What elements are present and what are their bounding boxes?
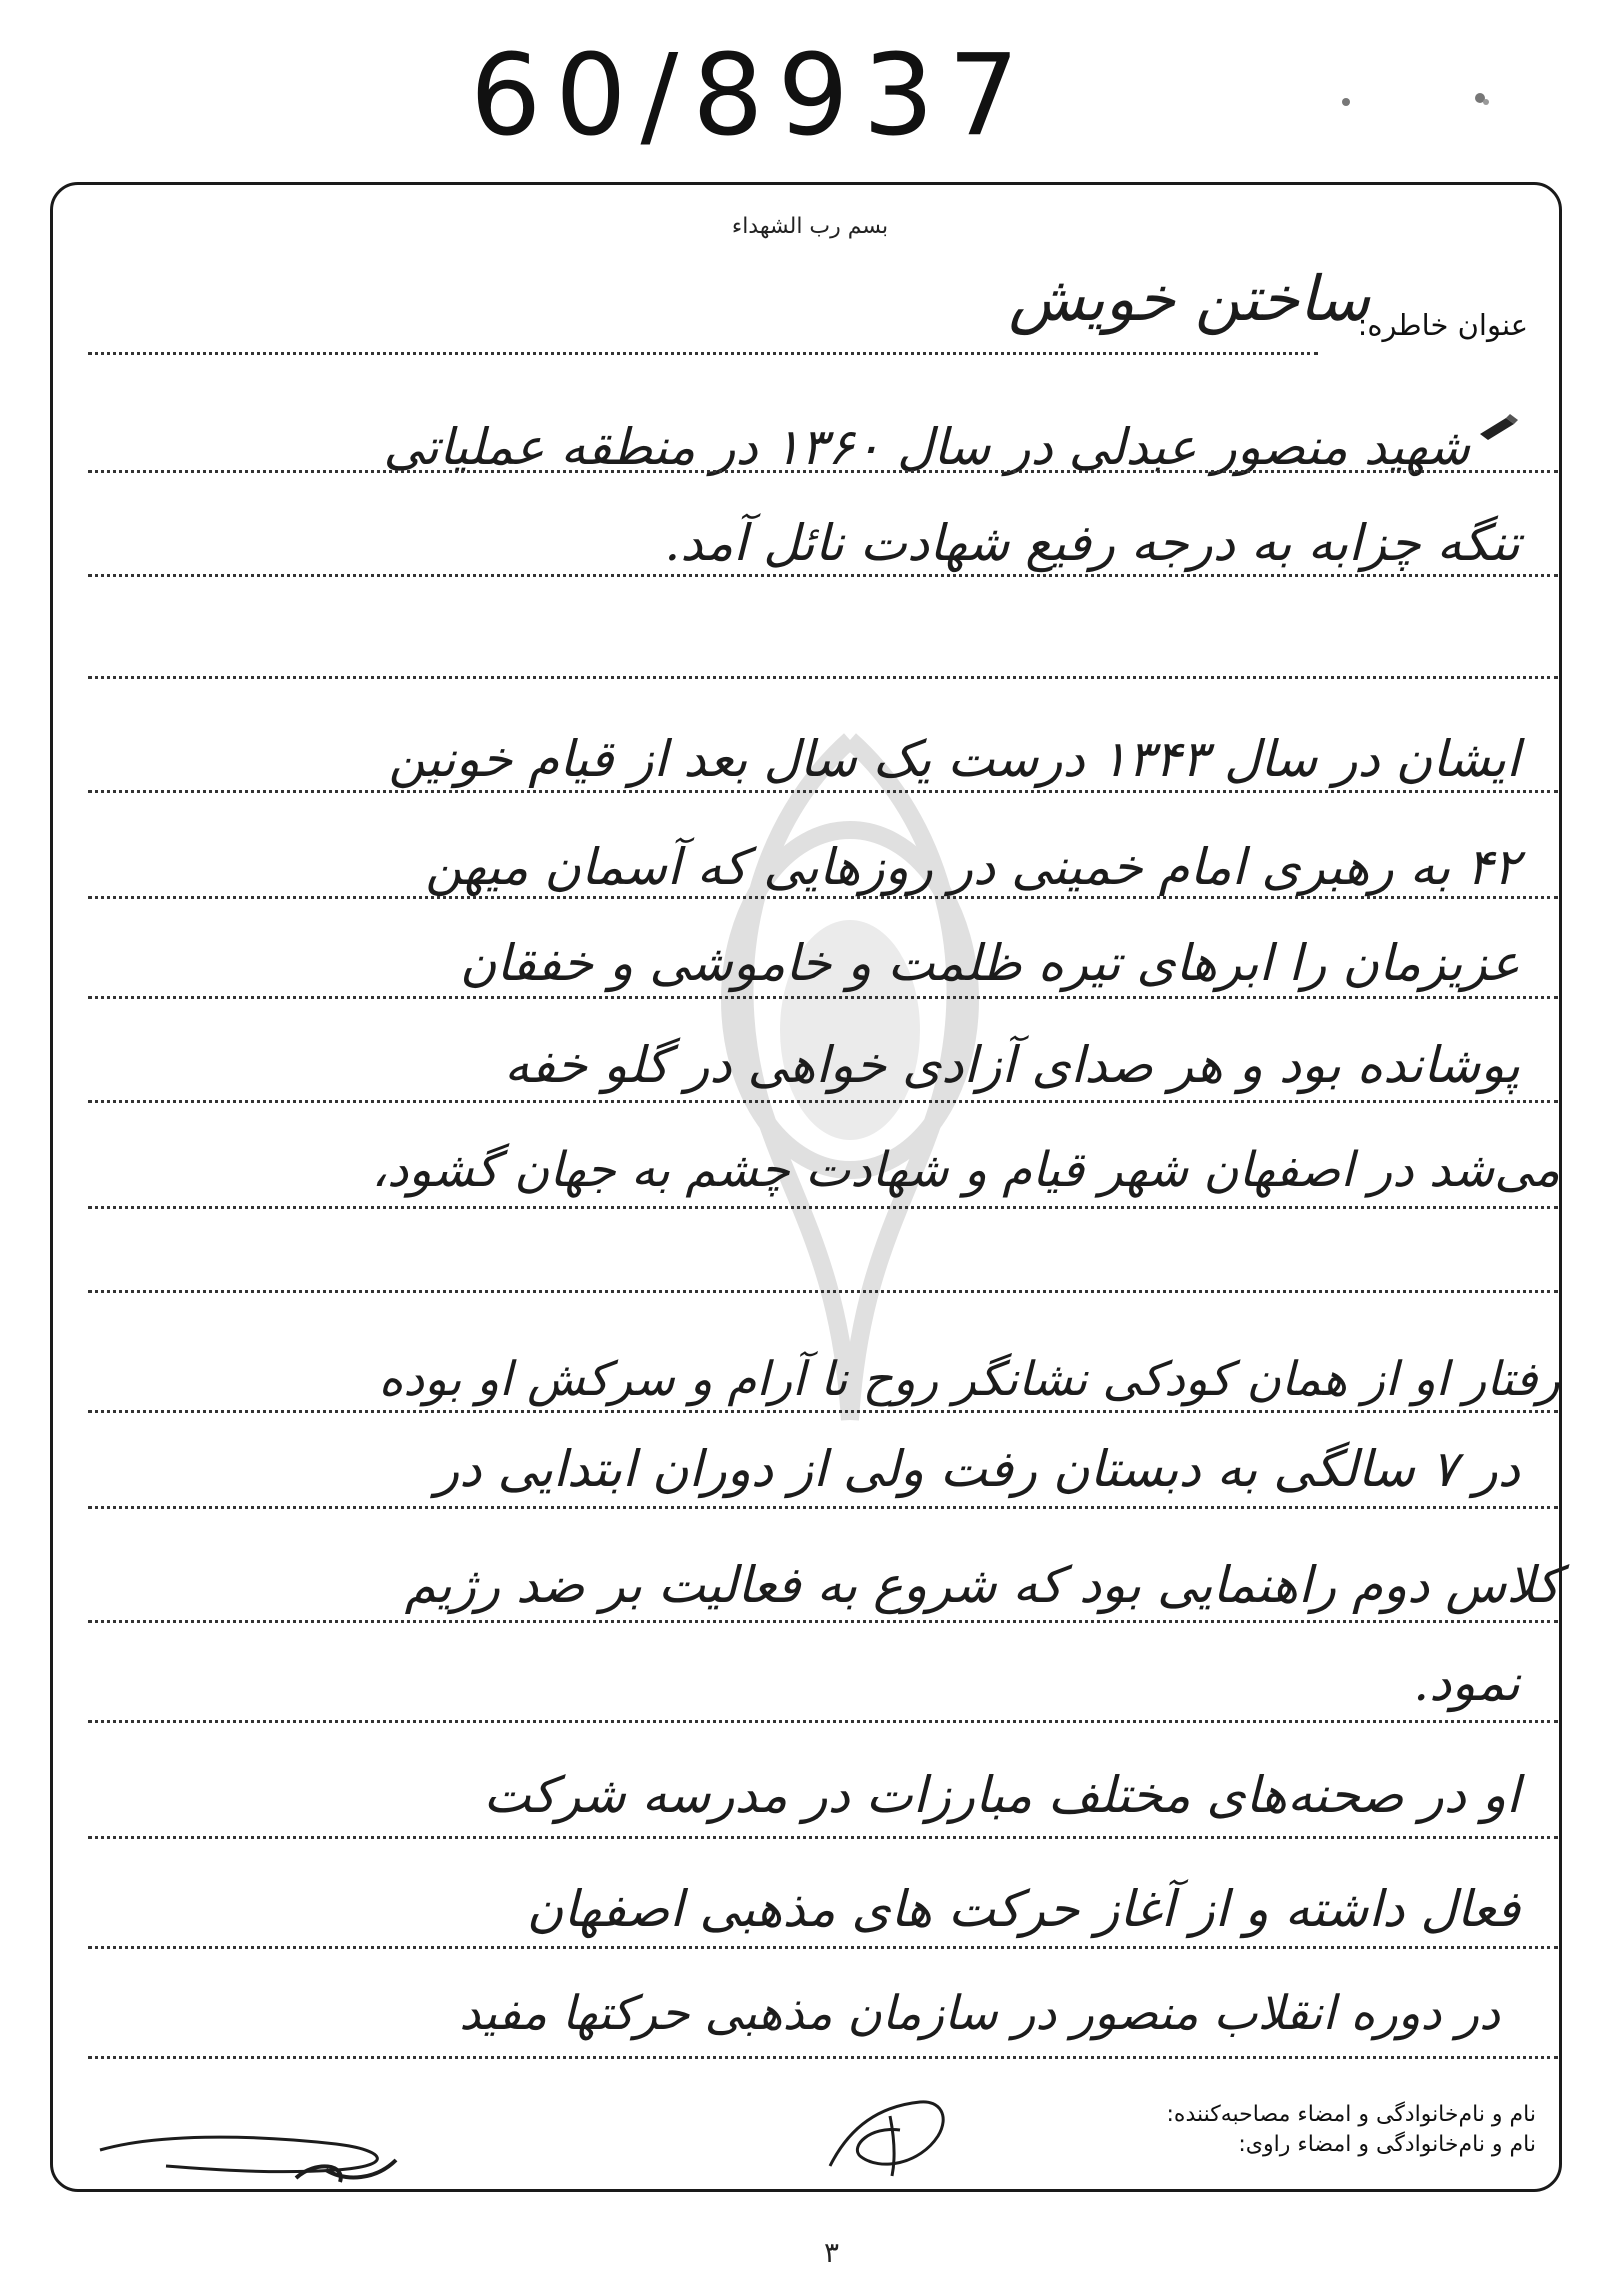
memory-line-14: در دوره انقلاب منصور در سازمان مذهبی حرکتها مفید bbox=[459, 1986, 1500, 2041]
page-number: ۳ bbox=[824, 2236, 840, 2269]
memory-line-6: پوشانده بود و هر صدای آزادی خواهی در گلو خفه bbox=[504, 1036, 1520, 1094]
scan-specks bbox=[1320, 80, 1520, 120]
pencil-icon bbox=[1476, 412, 1520, 442]
memory-line-11: نمود. bbox=[1413, 1654, 1520, 1712]
memory-title-label: عنوان خاطره: bbox=[1357, 308, 1528, 342]
guide-line-4 bbox=[88, 790, 1558, 793]
memory-line-12: او در صحنه‌های مختلف مبارزات در مدرسه شرکت bbox=[483, 1766, 1520, 1824]
guide-line-1 bbox=[88, 470, 1558, 473]
guide-line-16 bbox=[88, 2056, 1558, 2059]
narrator-signature-mark bbox=[96, 2120, 426, 2190]
memory-line-1: شهید منصور عبدلی در سال ۱۳۶۰ در منطقه عملیاتی bbox=[383, 418, 1470, 476]
title-dotted-line bbox=[88, 352, 1318, 355]
guide-line-5 bbox=[88, 896, 1558, 899]
memory-line-13: فعال داشته و از آغاز حرکت های مذهبی اصفهان bbox=[526, 1880, 1520, 1938]
memory-line-2: تنگه چزابه به درجه رفیع شهادت نائل آمد. bbox=[664, 514, 1520, 572]
guide-line-3 bbox=[88, 676, 1558, 679]
archive-number: 60/8937 bbox=[470, 31, 1034, 161]
memory-line-7: می‌شد در اصفهان شهر قیام و شهادت چشم به جهان گشود، bbox=[371, 1142, 1560, 1198]
memory-line-5: عزیزمان را ابرهای تیره ظلمت و خاموشی و خفقان bbox=[459, 934, 1520, 992]
memory-line-8: رفتار او از همان کودکی نشانگر روح نا آرام و سرکش او بوده bbox=[378, 1352, 1560, 1407]
guide-line-13 bbox=[88, 1720, 1558, 1723]
form-header: بسم رب الشهداء bbox=[731, 214, 889, 239]
memory-title-value: ساختن خویش bbox=[1008, 262, 1370, 335]
memory-line-10: کلاس دوم راهنمایی بود که شروع به فعالیت بر ضد رژیم bbox=[404, 1556, 1560, 1614]
guide-line-11 bbox=[88, 1506, 1558, 1509]
memory-line-4: ۴۲ به رهبری امام خمینی در روزهایی که آسمان میهن bbox=[425, 838, 1520, 896]
guide-line-8 bbox=[88, 1206, 1558, 1209]
guide-line-15 bbox=[88, 1946, 1558, 1949]
guide-line-6 bbox=[88, 996, 1558, 999]
footer-labels bbox=[896, 2100, 1536, 2160]
interviewer-signature-label: نام و نام‌خانوادگی و امضاء مصاحبه‌کننده: bbox=[1166, 2102, 1536, 2127]
guide-line-12 bbox=[88, 1620, 1558, 1623]
guide-line-14 bbox=[88, 1836, 1558, 1839]
memory-line-3: ایشان در سال ۱۳۴۳ درست یک سال بعد از قیام خونین bbox=[388, 730, 1520, 788]
guide-line-2 bbox=[88, 574, 1558, 577]
interviewer-signature-mark bbox=[820, 2086, 960, 2186]
guide-line-10 bbox=[88, 1410, 1558, 1413]
memory-line-9: در ۷ سالگی به دبستان رفت ولی از دوران ابتدایی در bbox=[435, 1440, 1520, 1498]
narrator-signature-label: نام و نام‌خانوادگی و امضاء راوی: bbox=[1238, 2132, 1536, 2157]
guide-line-7 bbox=[88, 1100, 1558, 1103]
guide-line-9 bbox=[88, 1290, 1558, 1293]
